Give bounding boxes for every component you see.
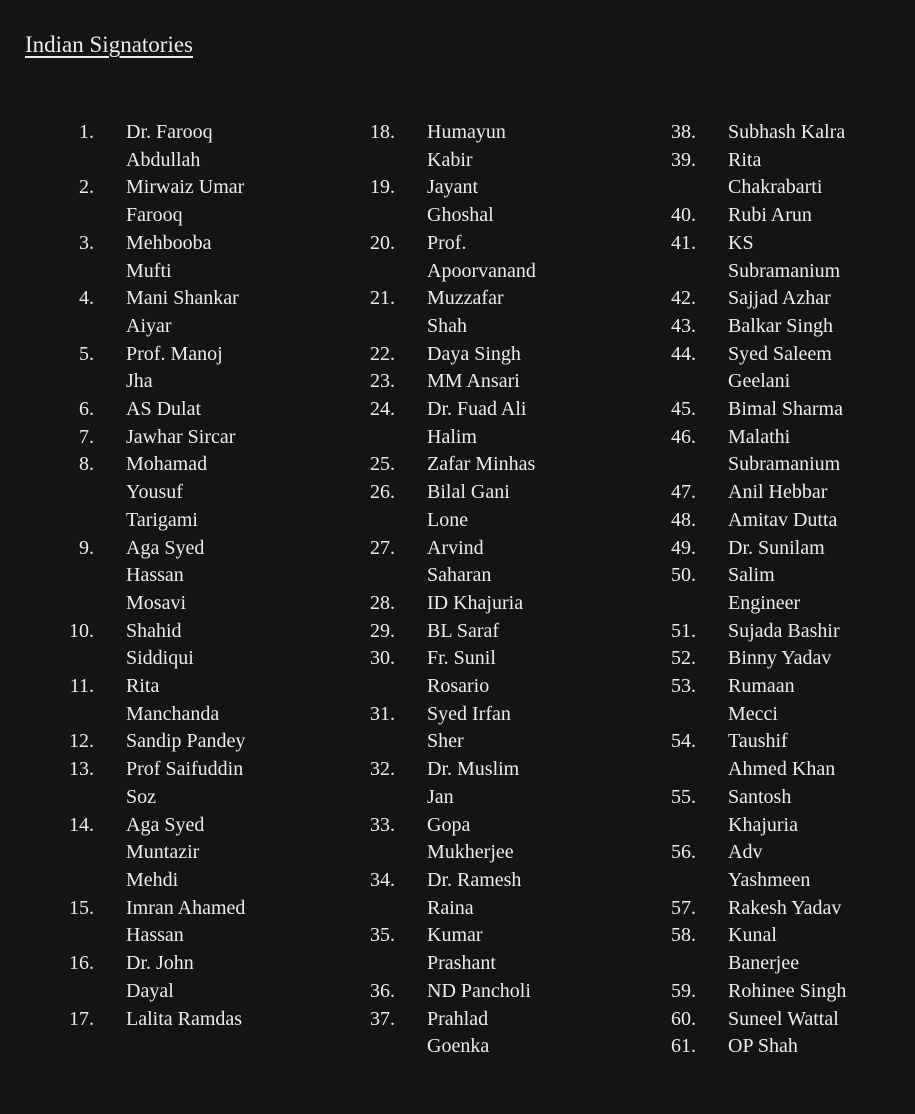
name-line: Muzzafar — [427, 287, 504, 310]
signatory-name — [126, 119, 266, 174]
entry-number: 51. — [671, 619, 696, 642]
entry-number: 22. — [370, 342, 395, 365]
signatory-name — [728, 784, 868, 839]
signatory-name — [427, 978, 567, 1006]
signatory-name — [126, 341, 266, 396]
name-line: Sher — [427, 730, 464, 753]
name-line: Muntazir — [126, 841, 200, 864]
signatory-name — [126, 285, 266, 340]
entry-number: 50. — [671, 564, 696, 587]
signatory-name — [728, 839, 868, 894]
name-line: Anil Hebbar — [728, 481, 828, 504]
entry-number: 55. — [671, 785, 696, 808]
signatory-name — [728, 341, 868, 396]
page-title: Indian Signatories — [25, 32, 193, 57]
entry-number: 16. — [69, 952, 94, 975]
signatory-entry — [300, 451, 567, 479]
entry-number: 14. — [69, 813, 94, 836]
name-line: BL Saraf — [427, 619, 500, 642]
name-line: Subramanium — [728, 259, 841, 282]
signatory-entry — [600, 673, 868, 728]
signatory-entry — [300, 230, 567, 285]
signatory-name — [427, 867, 567, 922]
signatory-name — [728, 895, 868, 923]
name-line: Saharan — [427, 564, 492, 587]
entry-number: 49. — [671, 536, 696, 559]
name-line: Aiyar — [126, 314, 172, 337]
name-line: Humayun — [427, 121, 506, 143]
name-line: Prof Saifuddin — [126, 758, 244, 781]
signatory-entry — [0, 285, 266, 340]
entry-number: 45. — [671, 398, 696, 421]
entry-number: 48. — [671, 508, 696, 531]
signatory-entry — [300, 174, 567, 229]
signatory-name — [126, 424, 266, 452]
name-line: Prof. Manoj — [126, 342, 223, 365]
name-line: Tarigami — [126, 508, 198, 531]
signatory-name — [728, 535, 868, 563]
entry-number: 33. — [370, 813, 395, 836]
name-line: Amitav Dutta — [728, 508, 838, 531]
signatory-entry — [300, 867, 567, 922]
signatory-name — [728, 424, 868, 479]
entry-number: 12. — [69, 730, 94, 753]
signatory-entry — [300, 618, 567, 646]
name-line: Rakesh Yadav — [728, 896, 842, 919]
signatory-name — [728, 618, 868, 646]
name-line: Dayal — [126, 979, 174, 1002]
signatory-column-3 — [600, 119, 868, 1061]
signatory-name — [427, 756, 567, 811]
name-line: Manchanda — [126, 702, 220, 725]
signatory-name — [427, 922, 567, 977]
signatory-entry — [0, 424, 266, 452]
name-line: Dr. Muslim — [427, 758, 520, 781]
signatory-entry — [600, 618, 868, 646]
entry-number: 42. — [671, 287, 696, 310]
name-line: Lalita Ramdas — [126, 1007, 243, 1030]
signatory-name — [728, 202, 868, 230]
signatory-name — [427, 812, 567, 867]
name-line: Engineer — [728, 591, 801, 614]
signatory-name — [728, 922, 868, 977]
signatory-entry — [300, 590, 567, 618]
signatory-name — [728, 230, 868, 285]
name-line: Rita — [126, 675, 160, 698]
signatory-entry — [600, 119, 868, 147]
name-line: Binny Yadav — [728, 647, 832, 670]
signatory-name — [728, 285, 868, 313]
name-line: Kunal — [728, 924, 777, 947]
name-line: Kabir — [427, 148, 473, 171]
name-line: Prof. — [427, 231, 467, 254]
signatory-entry — [600, 784, 868, 839]
entry-number: 26. — [370, 481, 395, 504]
name-line: Prashant — [427, 952, 496, 975]
name-line: Jha — [126, 370, 153, 393]
signatory-entry — [600, 202, 868, 230]
signatory-entry — [600, 285, 868, 313]
name-line: Salim — [728, 564, 775, 587]
signatory-name — [427, 285, 567, 340]
name-line: Subramanium — [728, 453, 841, 476]
name-line: Mehbooba — [126, 231, 212, 254]
signatory-entry — [300, 341, 567, 369]
name-line: Fr. Sunil — [427, 647, 496, 670]
signatory-entry — [0, 895, 266, 950]
name-line: Shahid — [126, 619, 182, 642]
signatory-entry — [600, 922, 868, 977]
name-line: Kumar — [427, 924, 483, 947]
signatory-name — [126, 812, 266, 895]
signatory-name — [728, 119, 868, 147]
signatory-entry — [300, 978, 567, 1006]
name-line: Rosario — [427, 675, 490, 698]
signatory-name — [427, 230, 567, 285]
signatory-name — [427, 451, 567, 479]
entry-number: 56. — [671, 841, 696, 864]
name-line: Taushif — [728, 730, 788, 753]
signatory-entry — [600, 479, 868, 507]
name-line: Dr. John — [126, 952, 194, 975]
signatory-entry — [0, 230, 266, 285]
entry-number: 23. — [370, 370, 395, 393]
name-line: Imran Ahamed — [126, 896, 246, 919]
entry-number: 52. — [671, 647, 696, 670]
signatory-entry — [600, 507, 868, 535]
signatory-name — [126, 230, 266, 285]
signatory-entry — [300, 756, 567, 811]
signatory-name — [427, 479, 567, 534]
name-line: MM Ansari — [427, 370, 520, 393]
entry-number: 28. — [370, 591, 395, 614]
name-line: Dr. Ramesh — [427, 868, 522, 891]
entry-number: 8. — [79, 453, 94, 476]
entry-number: 53. — [671, 675, 696, 698]
name-line: Subhash Kalra — [728, 121, 846, 143]
signatory-entry — [600, 424, 868, 479]
signatory-entry — [600, 313, 868, 341]
name-line: Chakrabarti — [728, 176, 823, 199]
signatory-entry — [600, 1033, 868, 1061]
entry-number: 32. — [370, 758, 395, 781]
signatory-entry — [0, 1006, 266, 1034]
name-line: Dr. Fuad Ali — [427, 398, 527, 421]
name-line: Hassan — [126, 924, 184, 947]
name-line: AS Dulat — [126, 398, 201, 421]
name-line: Mosavi — [126, 591, 186, 614]
signatory-entry — [0, 673, 266, 728]
signatory-name — [728, 728, 868, 783]
name-line: Goenka — [427, 1035, 490, 1058]
signatory-entry — [300, 1006, 567, 1061]
name-line: Hassan — [126, 564, 184, 587]
name-line: Aga Syed — [126, 813, 205, 836]
name-line: Halim — [427, 425, 477, 448]
signatory-entry — [300, 479, 567, 534]
signatory-name — [427, 174, 567, 229]
signatory-entry — [0, 451, 266, 534]
signatory-entry — [0, 618, 266, 673]
signatory-name — [728, 147, 868, 202]
name-line: Syed Saleem — [728, 342, 832, 365]
entry-number: 11. — [69, 675, 94, 698]
name-line: Prahlad — [427, 1007, 489, 1030]
signatory-entry — [600, 562, 868, 617]
entry-number: 34. — [370, 868, 395, 891]
name-line: Lone — [427, 508, 469, 531]
entry-number: 40. — [671, 204, 696, 227]
name-line: Ghoshal — [427, 204, 494, 227]
entry-number: 47. — [671, 481, 696, 504]
signatory-name — [427, 368, 567, 396]
signatory-entry — [300, 701, 567, 756]
name-line: Zafar Minhas — [427, 453, 536, 476]
entry-number: 24. — [370, 398, 395, 421]
signatory-name — [126, 1006, 266, 1034]
name-line: Bilal Gani — [427, 481, 510, 504]
name-line: Abdullah — [126, 148, 201, 171]
signatory-entry — [300, 812, 567, 867]
entry-number: 19. — [370, 176, 395, 199]
signatory-entry — [300, 368, 567, 396]
signatory-name — [427, 701, 567, 756]
signatory-name — [728, 978, 868, 1006]
entry-number: 57. — [671, 896, 696, 919]
entry-number: 2. — [79, 176, 94, 199]
signatory-entry — [300, 535, 567, 590]
entry-number: 17. — [69, 1007, 94, 1030]
signatory-entry — [300, 645, 567, 700]
signatory-name — [126, 618, 266, 673]
signatory-entry — [600, 645, 868, 673]
name-line: Mukherjee — [427, 841, 514, 864]
name-line: Sajjad Azhar — [728, 287, 831, 310]
signatory-entry — [600, 230, 868, 285]
name-line: Rohinee Singh — [728, 979, 847, 1002]
signatory-name — [427, 341, 567, 369]
name-line: Mecci — [728, 702, 778, 725]
name-line: Yashmeen — [728, 868, 811, 891]
name-line: Santosh — [728, 785, 792, 808]
signatory-name — [728, 479, 868, 507]
name-line: Apoorvanand — [427, 259, 536, 282]
name-line: Dr. Sunilam — [728, 536, 825, 559]
signatory-entry — [0, 728, 266, 756]
entry-number: 3. — [79, 231, 94, 254]
entry-number: 44. — [671, 342, 696, 365]
signatory-name — [427, 645, 567, 700]
name-line: Jan — [427, 785, 454, 808]
name-line: ID Khajuria — [427, 591, 524, 614]
entry-number: 10. — [69, 619, 94, 642]
entry-number: 5. — [79, 342, 94, 365]
entry-number: 36. — [370, 979, 395, 1002]
signatory-entry — [600, 396, 868, 424]
entry-number: 37. — [370, 1007, 395, 1030]
name-line: Farooq — [126, 204, 183, 227]
name-line: KS — [728, 231, 754, 254]
signatory-entry — [0, 950, 266, 1005]
entry-number: 4. — [79, 287, 94, 310]
name-line: Ahmed Khan — [728, 758, 836, 781]
signatory-name — [728, 1033, 868, 1061]
entry-number: 54. — [671, 730, 696, 753]
signatory-entry — [600, 1006, 868, 1034]
signatory-name — [728, 673, 868, 728]
entry-number: 46. — [671, 425, 696, 448]
entry-number: 60. — [671, 1007, 696, 1030]
signatory-name — [126, 895, 266, 950]
signatory-entry — [600, 895, 868, 923]
signatory-entry — [0, 119, 266, 174]
signatory-entry — [0, 756, 266, 811]
entry-number: 29. — [370, 619, 395, 642]
entry-number: 6. — [79, 398, 94, 421]
entry-number: 30. — [370, 647, 395, 670]
entry-number: 31. — [370, 702, 395, 725]
name-line: Banerjee — [728, 952, 800, 975]
entry-number: 35. — [370, 924, 395, 947]
signatory-entry — [600, 147, 868, 202]
signatory-entry — [300, 119, 567, 174]
signatory-name — [728, 313, 868, 341]
signatory-entry — [0, 535, 266, 618]
name-line: Jawhar Sircar — [126, 425, 236, 448]
entry-number: 15. — [69, 896, 94, 919]
name-line: Balkar Singh — [728, 314, 833, 337]
name-line: Mirwaiz Umar — [126, 176, 245, 199]
signatory-name — [427, 119, 567, 174]
name-line: Sandip Pandey — [126, 730, 246, 753]
name-line: Rumaan — [728, 675, 795, 698]
entry-number: 18. — [370, 121, 395, 143]
name-line: Arvind — [427, 536, 484, 559]
signatory-name — [427, 535, 567, 590]
signatory-entry — [600, 978, 868, 1006]
name-line: Siddiqui — [126, 647, 194, 670]
signatory-entry — [300, 285, 567, 340]
entry-number: 27. — [370, 536, 395, 559]
entry-number: 41. — [671, 231, 696, 254]
name-line: Geelani — [728, 370, 791, 393]
entry-number: 39. — [671, 148, 696, 171]
name-line: Yousuf — [126, 481, 183, 504]
name-line: Jayant — [427, 176, 479, 199]
entry-number: 7. — [79, 425, 94, 448]
signatory-name — [126, 756, 266, 811]
signatory-entry — [0, 396, 266, 424]
name-line: Daya Singh — [427, 342, 521, 365]
signatory-column-1 — [0, 119, 266, 1033]
entry-number: 25. — [370, 453, 395, 476]
name-line: Adv — [728, 841, 763, 864]
name-line: Khajuria — [728, 813, 798, 836]
signatory-name — [126, 451, 266, 534]
signatory-name — [126, 673, 266, 728]
name-line: Gopa — [427, 813, 471, 836]
signatory-name — [728, 396, 868, 424]
name-line: Mufti — [126, 259, 172, 282]
name-line: Sujada Bashir — [728, 619, 840, 642]
signatory-name — [728, 1006, 868, 1034]
signatory-entry — [300, 396, 567, 451]
entry-number: 20. — [370, 231, 395, 254]
name-line: OP Shah — [728, 1035, 798, 1058]
signatory-name — [126, 728, 266, 756]
entry-number: 13. — [69, 758, 94, 781]
name-line: Mani Shankar — [126, 287, 239, 310]
signatory-entry — [600, 535, 868, 563]
name-line: Mehdi — [126, 868, 179, 891]
entry-number: 9. — [79, 536, 94, 559]
name-line: Rubi Arun — [728, 204, 812, 227]
signatory-name — [728, 507, 868, 535]
signatory-name — [126, 535, 266, 618]
entry-number: 43. — [671, 314, 696, 337]
signatory-entry — [600, 839, 868, 894]
name-line: Soz — [126, 785, 156, 808]
name-line: Mohamad — [126, 453, 208, 476]
signatory-name — [126, 174, 266, 229]
signatory-column-2 — [300, 119, 567, 1061]
signatory-name — [427, 618, 567, 646]
name-line: Shah — [427, 314, 467, 337]
name-line: Bimal Sharma — [728, 398, 843, 421]
signatory-entry — [600, 341, 868, 396]
name-line: ND Pancholi — [427, 979, 531, 1002]
signatory-name — [728, 562, 868, 617]
signatory-entry — [300, 922, 567, 977]
signatory-entry — [0, 174, 266, 229]
signatory-name — [427, 396, 567, 451]
signatory-entry — [600, 728, 868, 783]
entry-number: 58. — [671, 924, 696, 947]
signatory-name — [728, 645, 868, 673]
entry-number: 21. — [370, 287, 395, 310]
signatory-name — [126, 396, 266, 424]
signatory-entry — [0, 812, 266, 895]
name-line: Raina — [427, 896, 474, 919]
name-line: Aga Syed — [126, 536, 205, 559]
name-line: Dr. Farooq — [126, 121, 213, 143]
name-line: Malathi — [728, 425, 791, 448]
name-line: Syed Irfan — [427, 702, 511, 725]
entry-number: 59. — [671, 979, 696, 1002]
signatory-name — [427, 1006, 567, 1061]
signatory-name — [126, 950, 266, 1005]
entry-number: 61. — [671, 1035, 696, 1058]
signatory-name — [427, 590, 567, 618]
signatory-entry — [0, 341, 266, 396]
name-line: Rita — [728, 148, 762, 171]
entry-number: 38. — [671, 121, 696, 143]
name-line: Suneel Wattal — [728, 1007, 839, 1030]
entry-number: 1. — [79, 121, 94, 143]
